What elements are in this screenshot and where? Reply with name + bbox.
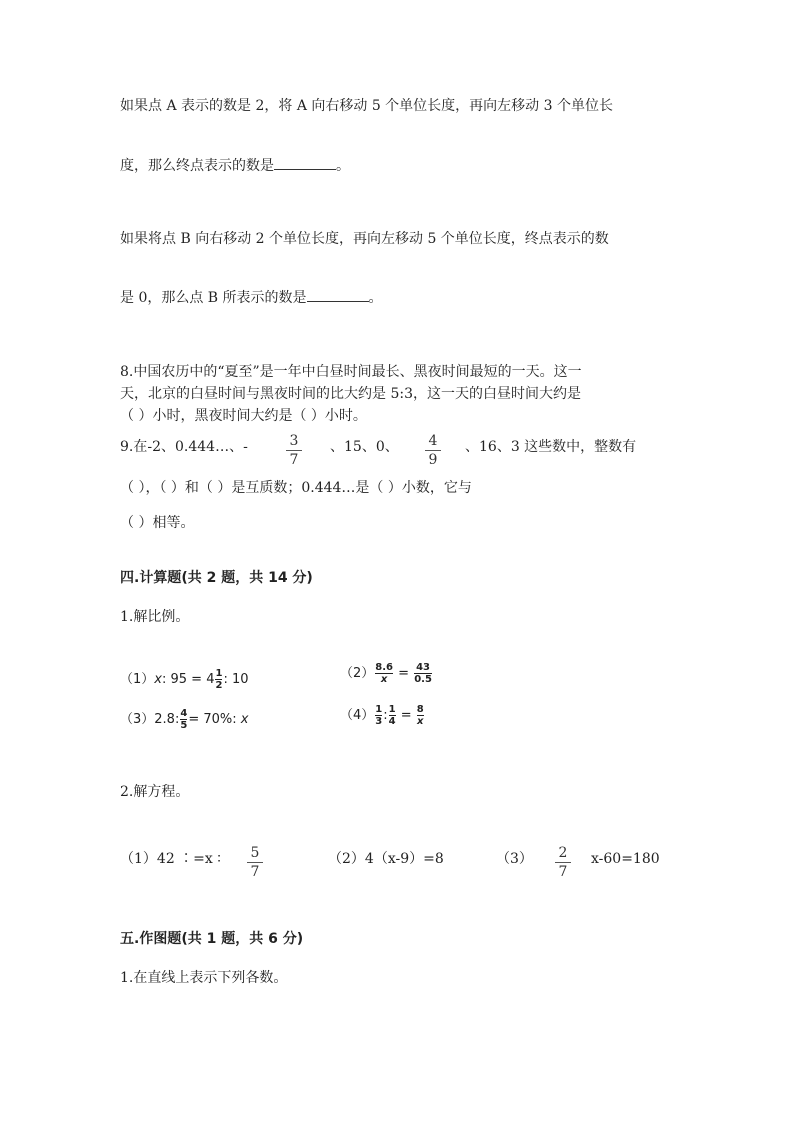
equals-sign: = [398, 666, 410, 681]
item-label: （1） [120, 672, 155, 687]
proportion-item-2 [340, 662, 433, 685]
expr-part: = 70%: [188, 712, 241, 727]
fraction-4-9 [425, 433, 441, 468]
fraction-bar [555, 862, 571, 863]
fraction-numerator: 4 [428, 433, 438, 449]
fraction-8-x [417, 704, 424, 727]
proportion-item-4 [340, 704, 425, 727]
section-4-title: 四.计算题(共 2 题，共 14 分) [120, 570, 313, 586]
fraction-denominator: 0.5 [414, 674, 432, 685]
question-a-line2-text: 度，那么终点表示的数是 [120, 158, 274, 174]
question-b-line2-text: 是 0，那么点 B 所表示的数是 [120, 290, 307, 306]
fraction-denominator: 9 [428, 452, 438, 468]
item-label: （2） [340, 666, 375, 681]
question-a-line2 [120, 155, 350, 176]
fraction-1-2 [215, 668, 222, 691]
equation-item-1: （1）42 ∶=x ∶ [120, 851, 221, 867]
proportion-item-3 [120, 708, 248, 731]
question-a-line1: 如果点 A 表示的数是 2，将 A 向右移动 5 个单位长度，再向左移动 3 个单位长 [120, 98, 613, 114]
fraction-numerator: 1 [375, 704, 383, 715]
fraction-denominator: 3 [375, 716, 383, 727]
question-b-line2 [120, 287, 383, 308]
fraction-bar [247, 862, 263, 863]
expr-part: 2.8: [154, 712, 180, 727]
fraction-1-3 [375, 704, 382, 727]
fraction-bar [286, 450, 302, 451]
answer-blank-a[interactable] [274, 155, 336, 170]
expr-part: : 10 [223, 672, 249, 687]
fraction-denominator: x [417, 716, 424, 727]
fraction-4-5 [180, 708, 187, 731]
question-b-line1: 如果将点 B 向右移动 2 个单位长度，再向左移动 5 个单位长度，终点表示的数 [120, 231, 609, 247]
section-5-title: 五.作图题(共 1 题，共 6 分) [120, 931, 304, 947]
equation-item-2: （2）4（x-9）=8 [328, 851, 444, 867]
fraction-numerator: 8.6 [375, 662, 393, 673]
question-b-line2-end: 。 [368, 290, 383, 306]
variable-x: x [240, 712, 249, 727]
question-9-mid: 、15、0、 [330, 439, 399, 455]
question-8-line2: 天，北京的白昼时间与黑夜时间的比大约是 5:3，这一天的白昼时间大约是 [120, 386, 581, 402]
equation-item-3: （3） [496, 851, 533, 867]
equals-sign: = [400, 708, 412, 723]
answer-blank-b[interactable] [307, 287, 369, 302]
section-4-problem-1-title: 1.解比例。 [120, 609, 190, 625]
colon: : [383, 708, 388, 723]
item-label: （4） [340, 708, 375, 723]
question-9-suffix: 、16、3 这些数中，整数有 [465, 439, 637, 455]
proportion-item-1 [120, 668, 249, 691]
question-9-line3: （ ）相等。 [120, 515, 195, 531]
fraction-1-4 [389, 704, 396, 727]
fraction-denominator: 2 [215, 680, 223, 691]
fraction-43-0.5 [414, 662, 432, 685]
fraction-5-7 [247, 845, 263, 880]
fraction-denominator: 7 [558, 864, 568, 880]
fraction-numerator: 2 [558, 845, 568, 861]
fraction-numerator: 8 [416, 704, 424, 715]
fraction-8.6-x [375, 662, 393, 685]
fraction-numerator: 1 [388, 704, 396, 715]
fraction-3-7 [286, 433, 302, 468]
section-5-problem-1-title: 1.在直线上表示下列各数。 [120, 970, 288, 986]
variable-x: x [154, 672, 162, 687]
expr-part: : 95 = 4 [161, 672, 215, 687]
fraction-denominator: x [380, 674, 388, 685]
question-a-line2-end: 。 [336, 158, 350, 174]
question-9-line2: （ ），（ ）和（ ）是互质数；0.444…是（ ）小数，它与 [120, 480, 472, 496]
fraction-2-7 [555, 845, 571, 880]
question-8-line1: 8.中国农历中的“夏至”是一年中白昼时间最长、黑夜时间最短的一天。这一 [120, 364, 582, 380]
question-8-line3: （ ）小时，黑夜时间大约是（ ）小时。 [120, 408, 367, 424]
question-9-prefix: 9.在-2、0.444…、- [120, 439, 248, 455]
fraction-numerator: 4 [180, 708, 188, 719]
item-label: （3） [120, 712, 155, 727]
fraction-bar [425, 450, 441, 451]
fraction-denominator: 5 [180, 720, 188, 731]
fraction-numerator: 1 [215, 668, 223, 679]
fraction-denominator: 4 [388, 716, 396, 727]
fraction-denominator: 7 [289, 452, 299, 468]
section-4-problem-2-title: 2.解方程。 [120, 784, 190, 800]
fraction-numerator: 3 [289, 433, 299, 449]
fraction-numerator: 5 [250, 845, 260, 861]
fraction-numerator: 43 [416, 662, 430, 673]
equation-item-3-tail: x-60=180 [591, 851, 660, 867]
fraction-denominator: 7 [250, 864, 260, 880]
